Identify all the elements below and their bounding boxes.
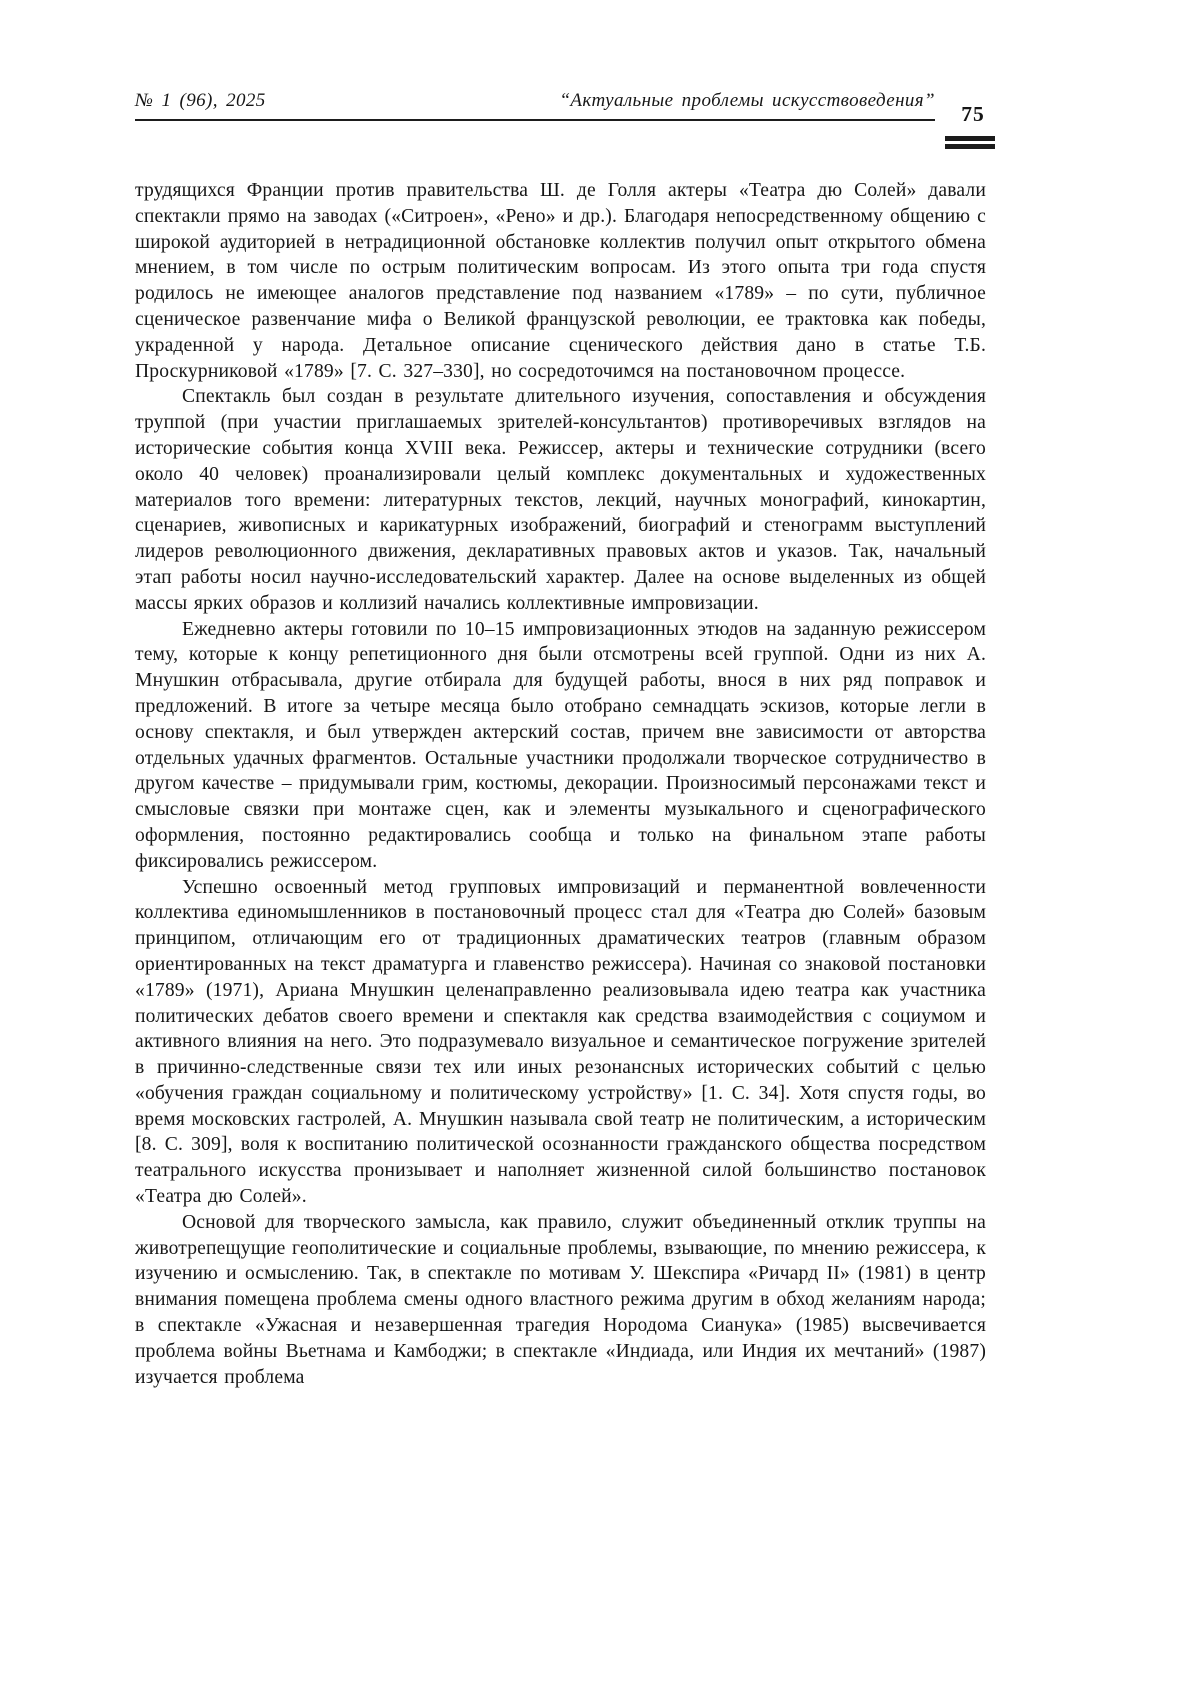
page-number-underline [945,136,995,152]
paragraph: Ежедневно актеры готовили по 10–15 импровизационных этюдов на заданную режиссером тему, которые к концу репетиционного дня были отсмотрены всей группой. Одни из них А. Мнушкин отбрасывала, другие отбирала для будущей работы, внося в них ряд поправок и предложений. В итоге за четыре месяца было отобрано семнадцать эскизов, которые легли в основу спектакля, и был утвержден актерский состав, причем вне зависимости от авторства отдельных удачных фрагментов. Остальные участники продолжали творческое сотрудничество в другом качестве – придумывали грим, костюмы, декорации. Произносимый персонажами текст и смысловые связки при монтаже сцен, как и элементы музыкального и сценографического оформления, постоянно редактировались сообща и только на финальном этапе работы фиксировались режиссером. [135,618,986,872]
paragraph: Основой для творческого замысла, как правило, служит объединенный отклик труппы на животрепещущие геополитические и социальные проблемы, взывающие, по мнению режиссера, к изучению и осмыслению. Так, в спектакле по мотивам У. Шекспира «Ричард II» (1981) в центр внимания помещена проблема смены одного властного режима другим в обход желаниям народа; в спектакле «Ужасная и незавершенная трагедия Нородома Сианука» (1985) высвечивается проблема войны Вьетнама и Камбоджи; в спектакле «Индиада, или Индия их мечтаний» (1987) изучается проблема [135,1211,986,1388]
paragraph: Успешно освоенный метод групповых импровизаций и перманентной вовлеченности коллектива единомышленников в постановочный процесс стал для «Театра дю Солей» базовым принципом, отличающим его от традиционных драматических театров (главным образом ориентированных на текст драматурга и главенство режиссера). Начиная со знаковой постановки «1789» (1971), Ариана Мнушкин целенаправленно реализовывала идею театра как участника политических дебатов своего времени и спектакля как средства взаимодействия с социумом и активного влияния на него. Это подразумевало визуальное и семантическое погружение зрителей в причинно-следственные связи тех или иных резонансных исторических событий с целью «обучения граждан социальному и политическому устройству» [1. С. 34]. Хотя спустя годы, во время московских гастролей, А. Мнушкин называла свой театр не политическим, а историческим [8. С. 309], воля к воспитанию политической осознанности гражданского общества посредством театрального искусства пронизывает и наполняет жизненной силой большинство постановок «Театра дю Солей». [135,876,986,1208]
page-number: 75 [961,102,985,126]
paragraph: трудящихся Франции против правительства Ш. де Голля актеры «Театра дю Солей» давали спектакли прямо на заводах («Ситроен», «Рено» и др.). Благодаря непосредственному общению с широкой аудиторией в нетрадиционной обстановке коллектив получил опыт открытого обмена мнением, в том числе по острым политическим вопросам. Из этого опыта три года спустя родилось не имеющее аналогов представление под названием «1789» – по сути, публичное сценическое развенчание мифа о Великой французской революции, ее трактовка как победы, украденной у народа. Детальное описание сценического действия дано в статье Т.Б. Проскурниковой «1789» [7. С. 327–330], но сосредоточимся на постановочном процессе. [135,180,986,382]
underline-bar-top [945,136,995,141]
underline-bar-bottom [945,144,995,149]
journal-title: “Актуальные проблемы искусствоведения” [559,90,935,111]
journal-issue: № 1 (96), 2025 [135,90,266,111]
running-head-row [135,90,935,121]
running-head [135,90,995,126]
paragraph: Спектакль был создан в результате длительного изучения, сопоставления и обсуждения труппой (при участии приглашаемых зрителей-консультантов) противоречивых взглядов на исторические события конца XVIII века. Режиссер, актеры и технические сотрудники (всего около 40 человек) проанализировали целый комплекс документальных и художественных материалов того времени: литературных текстов, лекций, научных монографий, кинокартин, сценариев, живописных и карикатурных изображений, биографий и стенограмм выступлений лидеров революционного движения, декларативных правовых актов и указов. Так, начальный этап работы носил научно-исследовательский характер. Далее на основе выделенных из общей массы ярких образов и коллизий начались коллективные импровизации. [135,386,986,614]
article-body [135,178,986,1390]
